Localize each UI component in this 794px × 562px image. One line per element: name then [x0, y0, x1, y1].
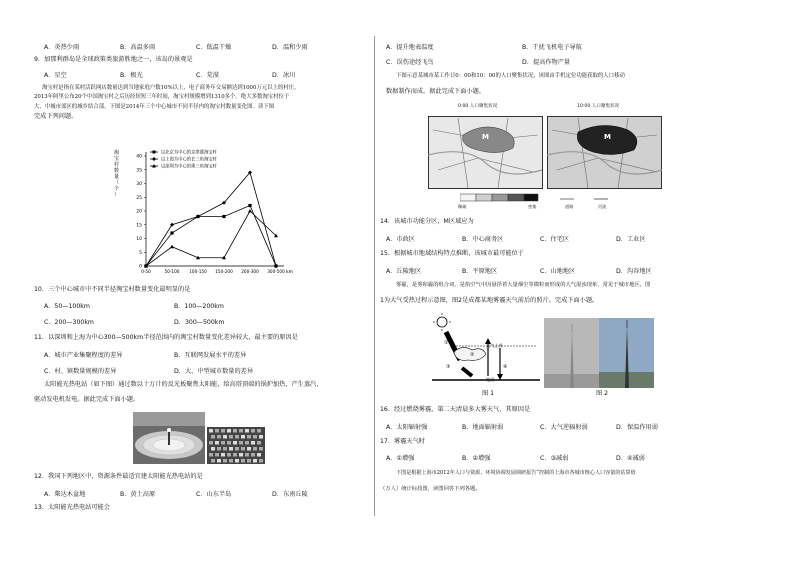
q16-option-b: B．地面辐射弱 — [462, 424, 504, 431]
column-divider — [374, 36, 375, 516]
series-line — [146, 211, 276, 266]
y-axis-label-char: 村 — [114, 162, 120, 168]
mirror-panel — [247, 447, 251, 451]
q14-option-b: B．中心商务区 — [462, 236, 504, 243]
map-label-m-1000: M — [604, 133, 611, 141]
mirror-panel — [209, 441, 213, 445]
fig1-marker-2: ② — [470, 352, 475, 358]
legend-marker — [152, 157, 156, 161]
mirror-panel — [257, 429, 261, 433]
mirror-panel — [227, 429, 231, 433]
density-legend-bar — [460, 193, 540, 203]
q10-option-d: D．300—500km — [174, 319, 225, 326]
mirror-panel — [251, 441, 255, 445]
q12-option-c: C．山东半岛 — [196, 491, 232, 498]
q8-option-b: B．高温多雨 — [120, 44, 156, 51]
q10-option-b: B．100—200km — [174, 303, 224, 310]
q17-option-d: D．④减弱 — [616, 455, 645, 462]
mirror-panel — [211, 447, 215, 451]
map-label-m-0000: M — [482, 133, 489, 141]
y-tick-label: 30 — [136, 182, 142, 187]
mirror-panel — [259, 435, 263, 439]
mirror-panel — [221, 441, 225, 445]
passage-taobao — [34, 84, 370, 121]
q15-stem: 15．根据城市地域结构特点推断，该城市最可能位于 — [380, 250, 524, 257]
legend-river-label: 河流 — [598, 204, 607, 209]
y-tick-label: 20 — [136, 209, 142, 215]
fig1-marker-3: ③ — [446, 364, 451, 370]
y-tick-label: 15 — [136, 223, 142, 229]
mirror-panel — [215, 441, 219, 445]
q17-option-c: C．③减弱 — [540, 455, 569, 462]
q11-option-b: B．互联网发展水平的差异 — [174, 352, 247, 359]
legend-road-label: 道路 — [565, 204, 574, 209]
mirror-panel — [229, 435, 233, 439]
q12-stem: 12．我国下列地区中，资源条件最适宜建太阳能光热电站的是 — [34, 473, 203, 480]
x-tick-label: 0-50 — [141, 269, 151, 274]
q10-option-c: C．200—300km — [44, 319, 94, 326]
passage-line: 大、中城市郊区的城乡结合部。下图是2014年三个中心城市不同半径内的淘宝村数量变化图。读下图 — [34, 103, 275, 110]
q17-option-a: A．①增强 — [386, 455, 415, 462]
y-axis-label-char: （ — [114, 180, 120, 186]
x-tick-label: 300-500 — [267, 269, 285, 274]
mirror-panel — [223, 447, 227, 451]
q13-stem: 13．太阳能光热电站可能会 — [34, 504, 110, 511]
mirror-panel — [235, 435, 239, 439]
data-point — [170, 231, 173, 234]
y-axis-label-char: 量 — [114, 174, 120, 180]
haze-before-after-photos — [544, 318, 654, 388]
q9-option-d: D．冰川 — [272, 72, 296, 79]
q15-option-a: A．丘陵地区 — [386, 268, 422, 275]
mirror-panel — [223, 459, 227, 463]
q13-option-b: B．干扰飞机电子导航 — [522, 44, 582, 51]
mirror-panel — [259, 459, 263, 463]
y-tick-label: 40 — [136, 154, 142, 160]
mirror-panel — [229, 459, 233, 463]
mirror-panel — [217, 447, 221, 451]
y-axis-label-char: 宝 — [114, 156, 120, 162]
q16-option-c: C．大气逆辐射弱 — [540, 424, 588, 431]
mirror-panel — [215, 429, 219, 433]
q12-option-a: A．柴达木盆地 — [44, 491, 86, 498]
q12-option-b: B．黄土高原 — [120, 491, 156, 498]
mirror-panel — [251, 429, 255, 433]
taobao-line-chart — [108, 144, 298, 284]
mirror-panel — [211, 459, 215, 463]
q14-stem: 14．该城市功能分区，M区域应为 — [380, 218, 474, 225]
fig1-ground-label: 地面 — [486, 377, 495, 382]
mirror-panel — [245, 453, 249, 457]
passage-line: 完成下列问题。 — [34, 112, 78, 120]
q8-option-a: A．炎热少雨 — [44, 44, 80, 51]
legend-high-label: 密集 — [528, 204, 537, 209]
population-maps — [428, 110, 664, 190]
mirror-panel — [257, 453, 261, 457]
y-axis-label-char: 个 — [114, 186, 120, 192]
legend-marker — [153, 151, 156, 154]
x-tick-label: 100-150 — [189, 269, 207, 274]
q9-option-c: C．荒漠 — [196, 72, 219, 79]
mirror-panel — [227, 441, 231, 445]
fig2-caption: 图 2 — [596, 390, 609, 397]
passage-haze-line2: 1为大气受热过程示意图，图2是成都某地雾霾天气前后的照片。完成下面小题。 — [380, 297, 599, 304]
y-tick-label: 35 — [136, 168, 142, 174]
passage-haze-line1: 雾霾，是雾和霾的组合词，是指空气中因悬浮着大量烟尘等微粒而形成的大气混浊现象，常见于城市地区。图 — [396, 282, 651, 288]
q11-stem: 11．以深圳和上海为中心300—500km半径范围内的淘宝村数量变化差异较大，最主要的原因是 — [34, 334, 298, 341]
x-tick-label: 50-100 — [164, 269, 180, 274]
q15-option-b: B．平原地区 — [462, 268, 498, 275]
road-river-legend — [560, 195, 620, 203]
mirror-panel — [245, 429, 249, 433]
q14-option-a: A．市政区 — [386, 236, 415, 243]
q13-option-c: C．误伤途经飞鸟 — [386, 59, 434, 66]
mirror-panel — [241, 435, 245, 439]
y-axis-label-char: 淘 — [114, 150, 120, 156]
mirror-panel — [259, 447, 263, 451]
q16-stem: 16．经过燃烧雾霾，第二天清晨多大雾天气，其原因是 — [380, 406, 531, 413]
data-point — [248, 204, 251, 207]
q13-option-d: D．提高作物产量 — [522, 59, 571, 66]
q17-option-b: B．②增强 — [462, 455, 491, 462]
solar-plant-photo-aerial — [133, 412, 205, 464]
mirror-panel — [239, 429, 243, 433]
q17-stem: 17．雾霾天气时 — [380, 438, 425, 445]
mirror-panel — [215, 453, 219, 457]
fig1-marker-1: ① — [444, 340, 449, 346]
q14-option-c: C．住宅区 — [540, 236, 570, 243]
mirror-panel — [253, 447, 257, 451]
q11-option-a: A．城市产业集聚程度的差异 — [44, 352, 123, 359]
legend-label: 以北京为中心的京津冀淘宝村 — [161, 150, 217, 156]
passage-solar-line2: 驱动发电机发电。据此完成下面小题。 — [34, 396, 140, 403]
mirror-panel — [223, 435, 227, 439]
mirror-panel — [251, 453, 255, 457]
q8-option-d: D．温和少雨 — [272, 44, 308, 51]
mirror-panel — [233, 441, 237, 445]
solar-plant-photo-mirrors — [207, 427, 265, 464]
mirror-panel — [241, 447, 245, 451]
data-point — [170, 245, 174, 249]
q10-option-a: A．50—100km — [44, 303, 90, 310]
mirror-panel — [247, 459, 251, 463]
mirror-panel — [229, 447, 233, 451]
q9-option-a: A．星空 — [44, 72, 67, 79]
mirror-panel — [221, 429, 225, 433]
q11-option-d: D．大、中型城市数量的差异 — [174, 368, 254, 375]
q9-stem: 9．加那利群岛是全球政策类旅游胜地之一，该岛的景观是 — [34, 56, 193, 63]
q14-option-d: D．工业区 — [616, 236, 646, 243]
mirror-panel — [235, 459, 239, 463]
mirror-panel — [253, 459, 257, 463]
legend-low-label: 稀疏 — [458, 204, 467, 209]
y-tick-label: 25 — [136, 195, 142, 201]
y-tick-label: 0 — [139, 264, 142, 270]
q16-option-d: D．保温作用弱 — [616, 424, 658, 431]
y-tick-label: 5 — [139, 250, 142, 256]
mirror-panel — [227, 453, 231, 457]
q9-option-b: B．极光 — [120, 72, 143, 79]
mirror-panel — [239, 453, 243, 457]
x-axis-unit: km — [286, 270, 293, 275]
fig1-marker-4: ④ — [503, 364, 508, 370]
mirror-panel — [245, 441, 249, 445]
y-axis-label-char: 数 — [114, 168, 120, 174]
q15-option-c: C．山地地区 — [540, 268, 576, 275]
passage-line: 淘宝村是指在某村活跃网店数量达到当地家庭户数10%以上、电子商务年交易额达到1000万元以上的村庄。 — [42, 85, 300, 91]
legend-label: 以深圳为中心的珠三角淘宝村 — [161, 164, 217, 170]
passage-line: 2013年阿里公布20个中国淘宝村之后历经短短三年时间，淘宝村规模增到1310多个。绝大多数淘宝村位于 — [34, 94, 290, 101]
mirror-panel — [233, 429, 237, 433]
passage-shanghai-line1: 下图是根据上海市2012年人口与资源、环境协调发展调研报告“控制的上海市各城市核心人口容量的估算值 — [396, 470, 636, 476]
q15-option-d: D．沟谷地区 — [616, 268, 652, 275]
passage-city-line2: 数据制作而成。据此完成下面小题。 — [386, 88, 485, 95]
q16-option-a: A．太阳辐射强 — [386, 424, 428, 431]
q13-option-a: A．提升地表温度 — [386, 44, 434, 51]
fig1-top-label: 大气上界 — [486, 343, 503, 348]
mirror-panel — [209, 429, 213, 433]
mirror-panel — [209, 453, 213, 457]
mirror-panel — [217, 459, 221, 463]
mirror-panel — [211, 435, 215, 439]
data-point — [170, 223, 174, 227]
mirror-panel — [257, 441, 261, 445]
fig1-caption: 图 1 — [482, 390, 495, 397]
y-axis-label-char: ） — [114, 192, 120, 198]
q11-option-c: C．村、镇数量规模的差异 — [44, 368, 117, 375]
x-tick-label: 150-200 — [215, 269, 233, 274]
mirror-panel — [247, 435, 251, 439]
map-title-1000: 10:00 人口聚集状况 — [577, 104, 620, 109]
q8-option-c: C．低温干燥 — [196, 44, 232, 51]
mirror-panel — [241, 459, 245, 463]
mirror-panel — [221, 453, 225, 457]
passage-solar-line1: 太阳能光热电站（如下图）通过数以十万计的反光板聚焦太阳能，给高塔顶端的锅炉加热，产生蒸汽， — [44, 381, 323, 388]
passage-shanghai-line2: （万人）统计标技图，读图回答下列各题。 — [380, 486, 481, 492]
x-tick-label: 200-300 — [241, 269, 259, 274]
data-point — [222, 215, 225, 218]
y-tick-label: 10 — [136, 237, 142, 242]
passage-city-line1: 下图示意某城市某工作日0：00和10：00的人口聚集状况，该图由手机定位功能获取的人口移动 — [396, 73, 625, 79]
mirror-panel — [233, 453, 237, 457]
map-title-0000: 0:00 人口聚集状况 — [458, 104, 498, 109]
q10-stem: 10．三个中心城市中不同半径淘宝村数量变化最明显的是 — [34, 286, 191, 293]
mirror-panel — [217, 435, 221, 439]
mirror-panel — [239, 441, 243, 445]
legend-label: 以上海为中心的长三角淘宝村 — [161, 157, 217, 163]
q12-option-d: D．东南丘陵 — [272, 491, 308, 498]
mirror-panel — [253, 435, 257, 439]
mirror-panel — [235, 447, 239, 451]
